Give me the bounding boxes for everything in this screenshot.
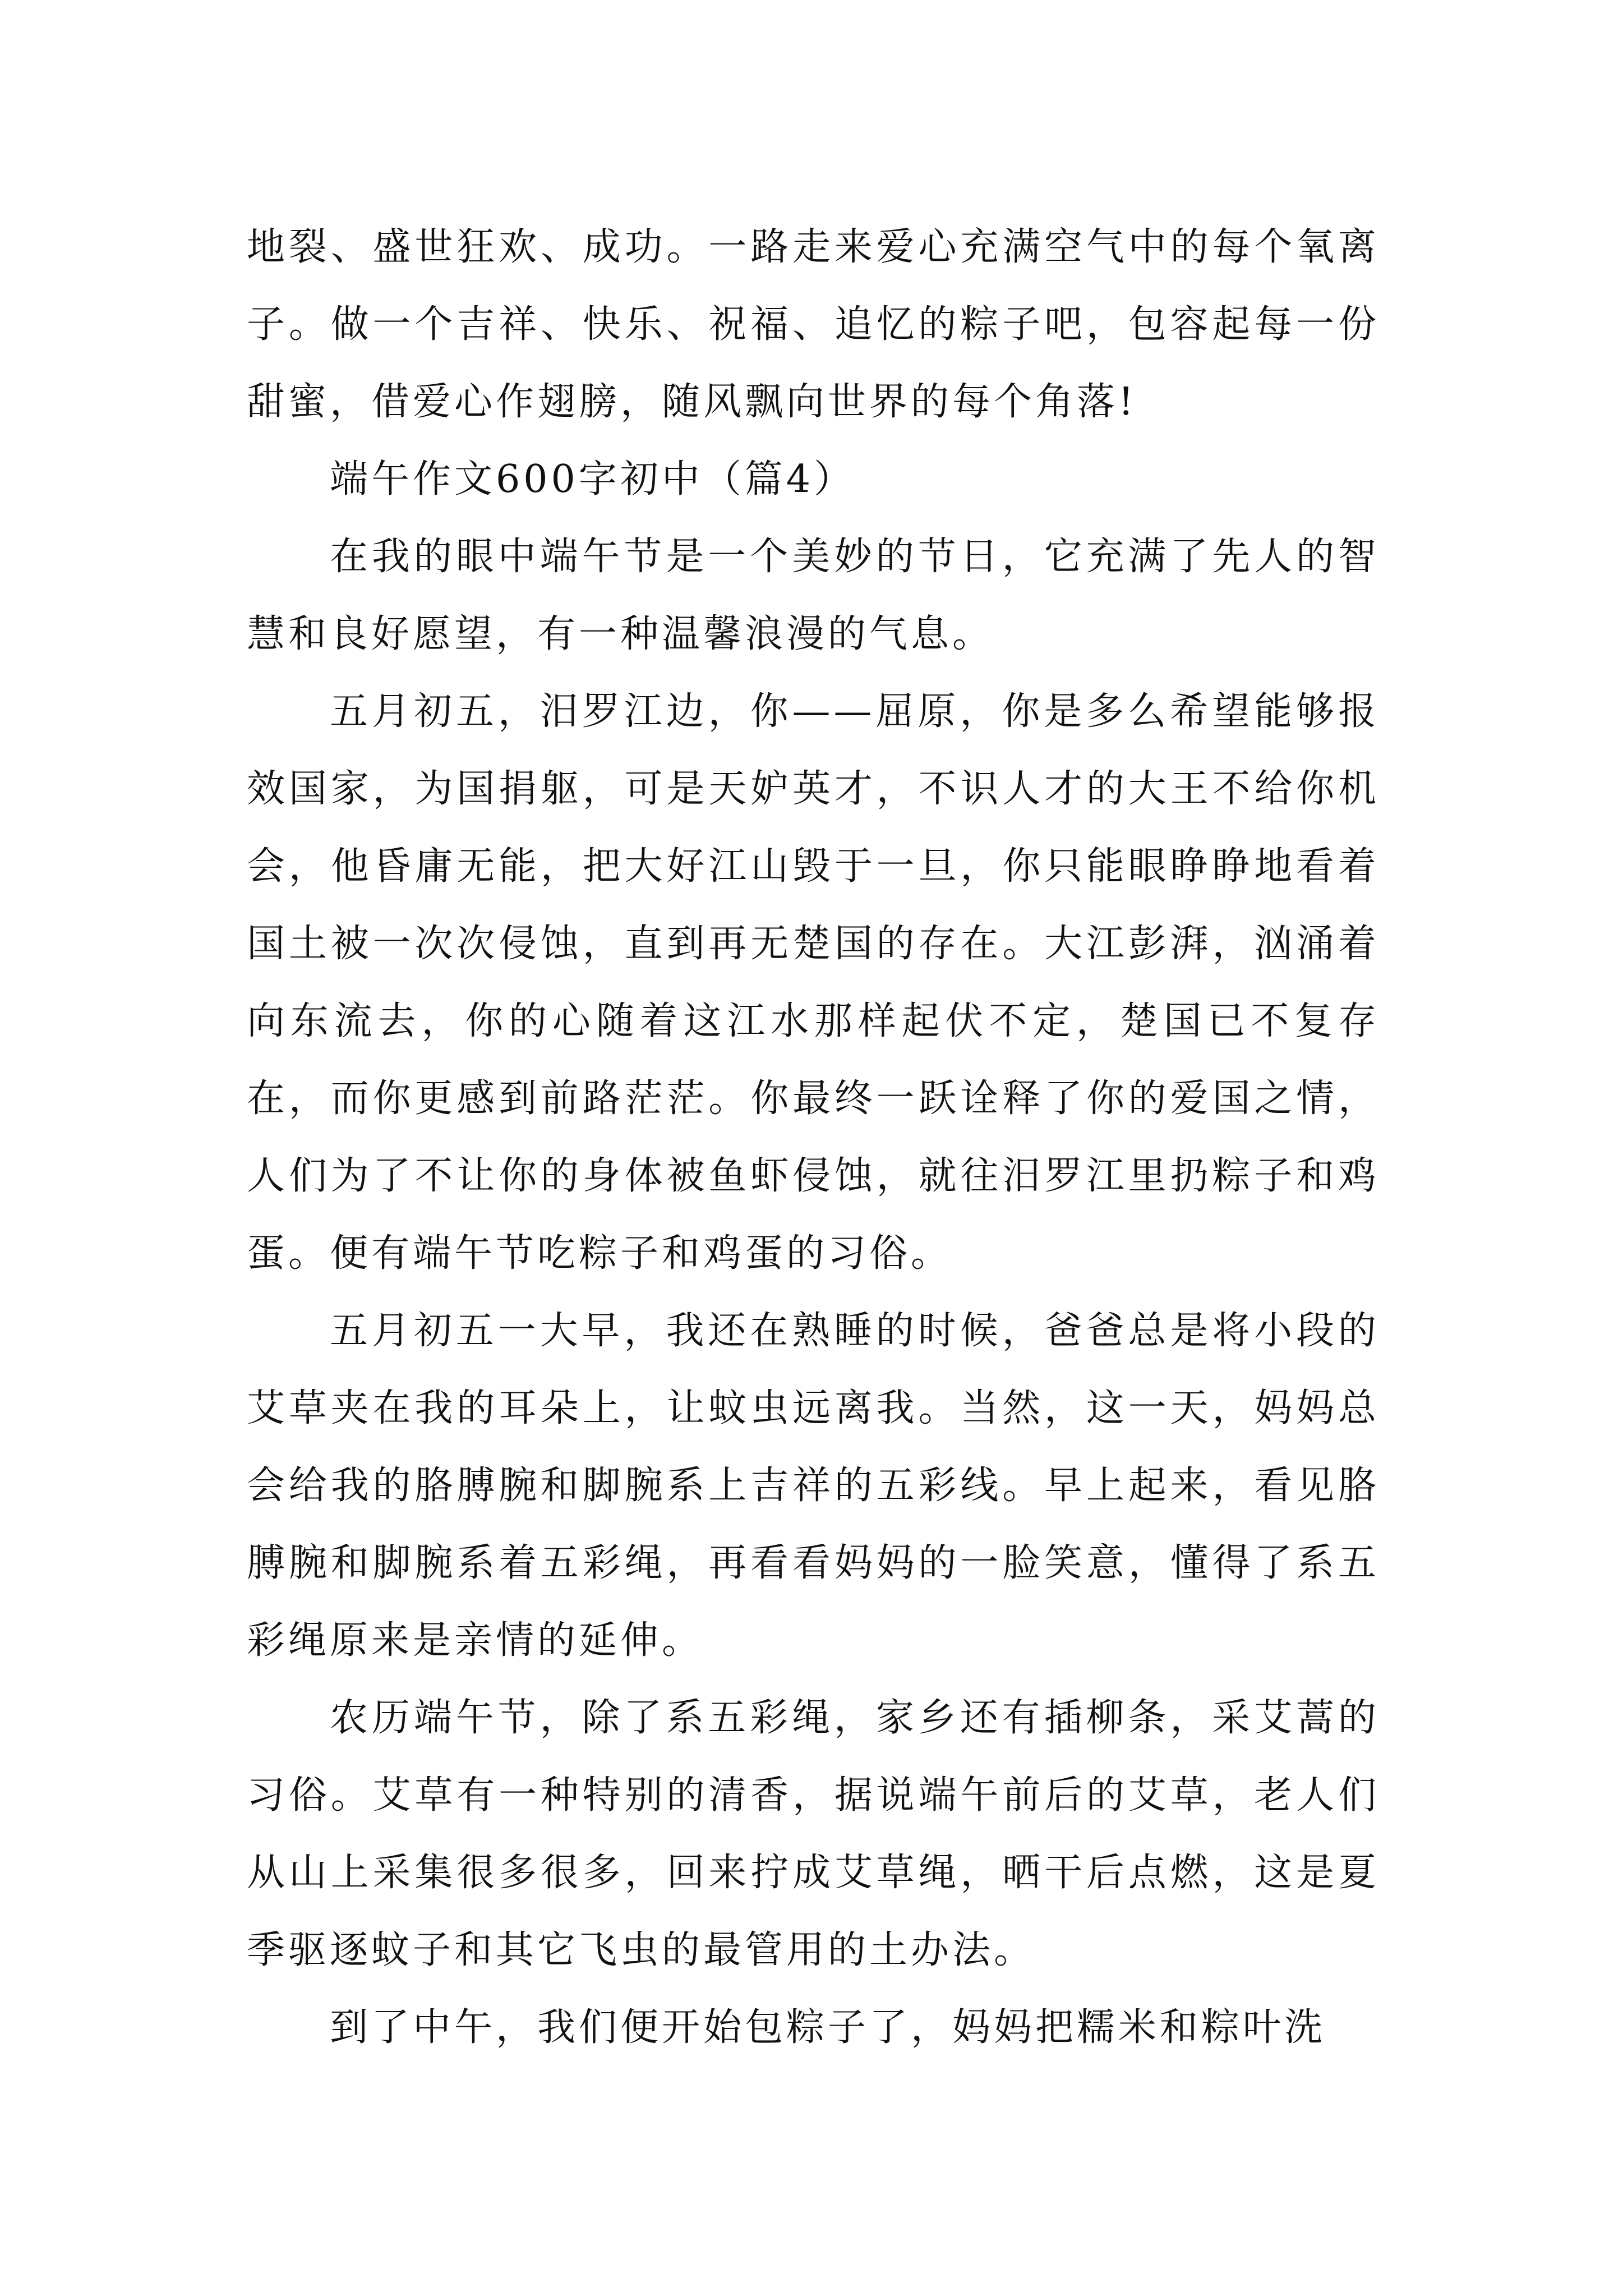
paragraph: 在我的眼中端午节是一个美妙的节日，它充满了先人的智慧和良好愿望，有一种温馨浪漫的气息。 [247, 535, 1380, 656]
paragraph: 五月初五，汨罗江边，你——屈原，你是多么希望能够报效国家，为国捐躯，可是天妒英才，不识人才的大王不给你机会，他昏庸无能，把大好江山毁于一旦，你只能眼睁睁地看着国土被一次次侵蚀，直到再无楚国的存在。大江彭湃，汹涌着向东流去，你的心随着这江水那样起伏不定，楚国已不复存在，而你更感到前路茫茫。你最终一跃诠释了你的爱国之情，人们为了不让你的身体被鱼虾侵蚀，就往汨罗江里扔粽子和鸡蛋。便有端午节吃粽子和鸡蛋的习俗。 [247, 689, 1380, 1276]
paragraph: 五月初五一大早，我还在熟睡的时候，爸爸总是将小段的艾草夹在我的耳朵上，让蚊虫远离我。当然，这一天，妈妈总会给我的胳膊腕和脚腕系上吉祥的五彩线。早上起来，看见胳膊腕和脚腕系着五彩绳，再看看妈妈的一脸笑意，懂得了系五彩绳原来是亲情的延伸。 [247, 1309, 1380, 1663]
paragraph: 农历端午节，除了系五彩绳，家乡还有插柳条，采艾蒿的习俗。艾草有一种特别的清香，据说端午前后的艾草，老人们从山上采集很多很多，回来拧成艾草绳，晒干后点燃，这是夏季驱逐蚊子和其它飞虫的最管用的土办法。 [247, 1696, 1380, 1972]
paragraph: 到了中午，我们便开始包粽子了，妈妈把糯米和粽叶洗 [330, 2005, 1326, 2050]
section-heading: 端午作文600字初中（篇4） [330, 457, 856, 501]
paragraph-continuation: 地裂、盛世狂欢、成功。一路走来爱心充满空气中的每个氧离子。做一个吉祥、快乐、祝福、追忆的粽子吧，包容起每一份甜蜜，借爱心作翅膀，随风飘向世界的每个角落! [247, 225, 1380, 424]
document-body [247, 209, 1380, 2067]
